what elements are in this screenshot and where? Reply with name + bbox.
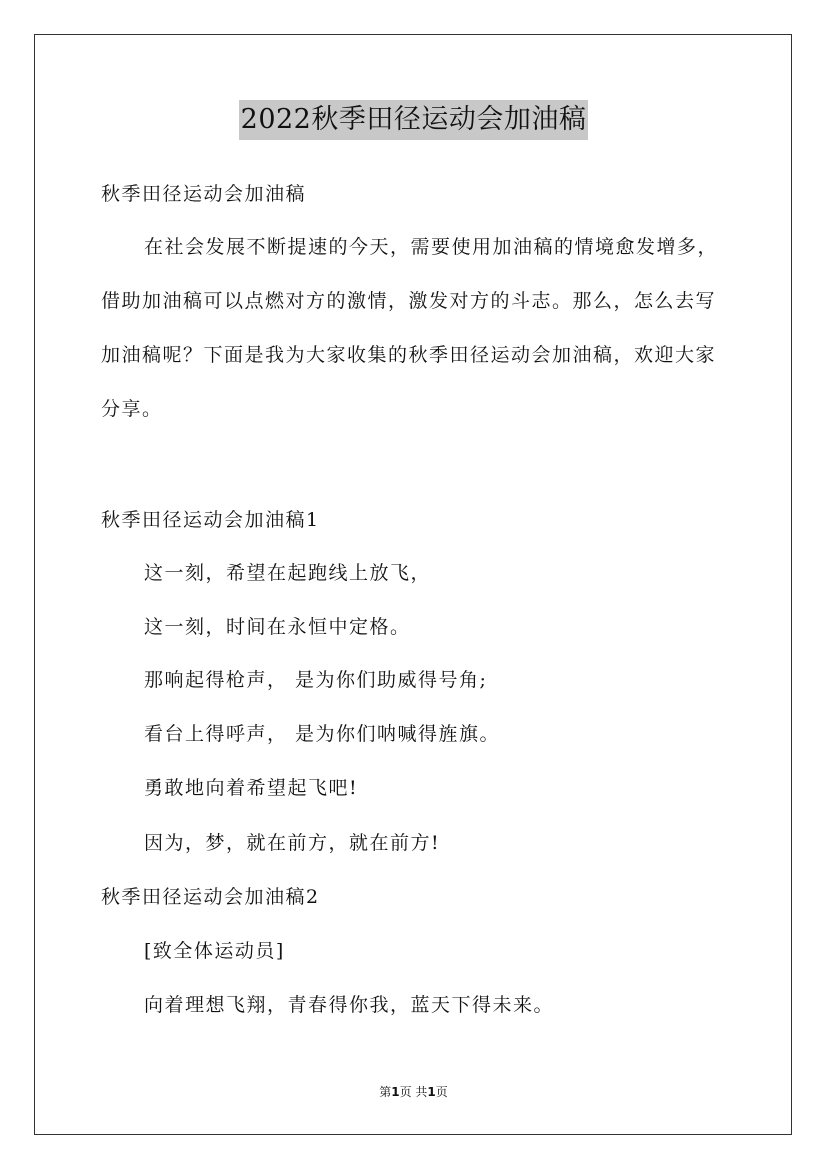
section2-line-2: 向着理想飞翔，青春得你我，蓝天下得未来。 <box>144 994 555 1016</box>
section1-line-3: 那响起得枪声， 是为你们助威得号角; <box>144 669 488 691</box>
section2-heading: 秋季田径运动会加油稿2 <box>101 886 320 908</box>
footer-page-current: 1 <box>391 1085 400 1099</box>
section1-line-1: 这一刻，希望在起跑线上放飞， <box>144 562 432 584</box>
section1-heading: 秋季田径运动会加油稿1 <box>101 509 320 531</box>
section1-line-6: 因为，梦，就在前方，就在前方! <box>144 832 441 854</box>
footer-page-total: 1 <box>427 1085 436 1099</box>
page-footer <box>0 1083 827 1101</box>
intro-line-3: 加油稿呢？下面是我为大家收集的秋季田径运动会加油稿，欢迎大家 <box>101 344 717 366</box>
document-subtitle: 秋季田径运动会加油稿 <box>101 183 307 205</box>
footer-mid: 页 共 <box>399 1085 428 1099</box>
section1-line-4: 看台上得呼声， 是为你们呐喊得旌旗。 <box>144 723 501 745</box>
intro-line-1: 在社会发展不断提速的今天，需要使用加油稿的情境愈发增多， <box>144 236 719 258</box>
intro-line-2: 借助加油稿可以点燃对方的激情，激发对方的斗志。那么，怎么去写 <box>101 290 717 312</box>
section1-line-2: 这一刻，时间在永恒中定格。 <box>144 616 411 638</box>
section2-line-1: [致全体运动员] <box>144 940 285 962</box>
footer-prefix: 第 <box>379 1085 392 1099</box>
section1-line-5: 勇敢地向着希望起飞吧! <box>144 777 359 799</box>
intro-line-4: 分享。 <box>101 398 163 420</box>
document-title: 2022秋季田径运动会加油稿 <box>239 100 589 140</box>
title-wrap <box>0 100 827 140</box>
footer-suffix: 页 <box>435 1085 448 1099</box>
